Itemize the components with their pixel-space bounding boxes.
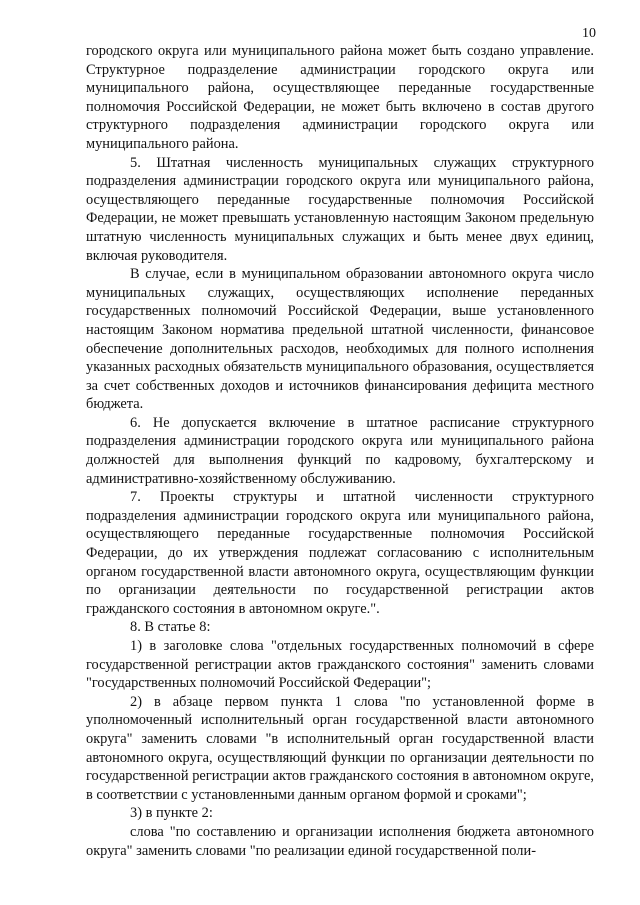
paragraph-item-5: 5. Штатная численность муниципальных служащих структурного подразделения администрации городского округа или муниципального района, осуществляющего переданные государственные полномочия Российской Федерации, не может превышать установленную настоящим Законом предельную штатную численность муниципальных служащих и быть менее двух единиц, включая руководителя. (86, 154, 594, 264)
paragraph-subitem-3: 3) в пункте 2: (130, 805, 213, 822)
paragraph-subitem-2: 2) в абзаце первом пункта 1 слова "по установленной форме в уполномоченный исполнительный орган государственной власти автономного округа" заменить словами "в исполнительный орган государственной власти автономного округа, осуществляющий функции по организации деятельности по государственной регистрации актов гражданского состояния в автономном округе, в соответствии с установленными данным органом формой и сроками"; (86, 693, 594, 803)
paragraph-continuation: городского округа или муниципального района может быть создано управление. Структурное подразделение администрации городского округа или муниципального района, осуществляющее переданные государственные полномочия Российской Федерации, не может быть включено в состав другого структурного подразделения администрации городского округа или муниципального района. (86, 43, 594, 152)
paragraph-subitem-1: 1) в заголовке слова "отдельных государственных полномочий в сфере государственной регистрации актов гражданского состояния" заменить словами "государственных полномочий Российской Федерации"; (86, 638, 594, 692)
paragraph-item-6: 6. Не допускается включение в штатное расписание структурного подразделения администрации городского округа или муниципального района должностей для выполнения функций по кадровому, бухгалтерскому и административно-хозяйственному обслуживанию. (86, 414, 594, 487)
paragraph-case-clause: В случае, если в муниципальном образовании автономного округа число муниципальных служащих, осуществляющих исполнение переданных государственных полномочий Российской Федерации, выше установленного настоящим Законом норматива предельной штатной численности, финансовое обеспечение дополнительных расходов, необходимых для полного исполнения указанных расходных обязательств муниципального образования, осуществляется за счет собственных доходов и источников финансирования дефицита местного бюджета. (86, 266, 594, 413)
document-body (86, 42, 594, 860)
paragraph-item-8: 8. В статье 8: (130, 619, 211, 636)
paragraph-subitem-3-words: слова "по составлению и организации исполнения бюджета автономного округа" заменить словами "по реализации единой государственной поли- (86, 823, 594, 859)
page-number: 10 (582, 26, 596, 41)
paragraph-item-7: 7. Проекты структуры и штатной численности структурного подразделения администрации городского округа или муниципального района, осуществляющего переданные государственные полномочия Российской Федерации, до их утверждения подлежат согласованию с исполнительным органом государственной власти автономного округа, осуществляющим функции по организации деятельности по государственной регистрации актов гражданского состояния в автономном округе.". (86, 489, 594, 617)
